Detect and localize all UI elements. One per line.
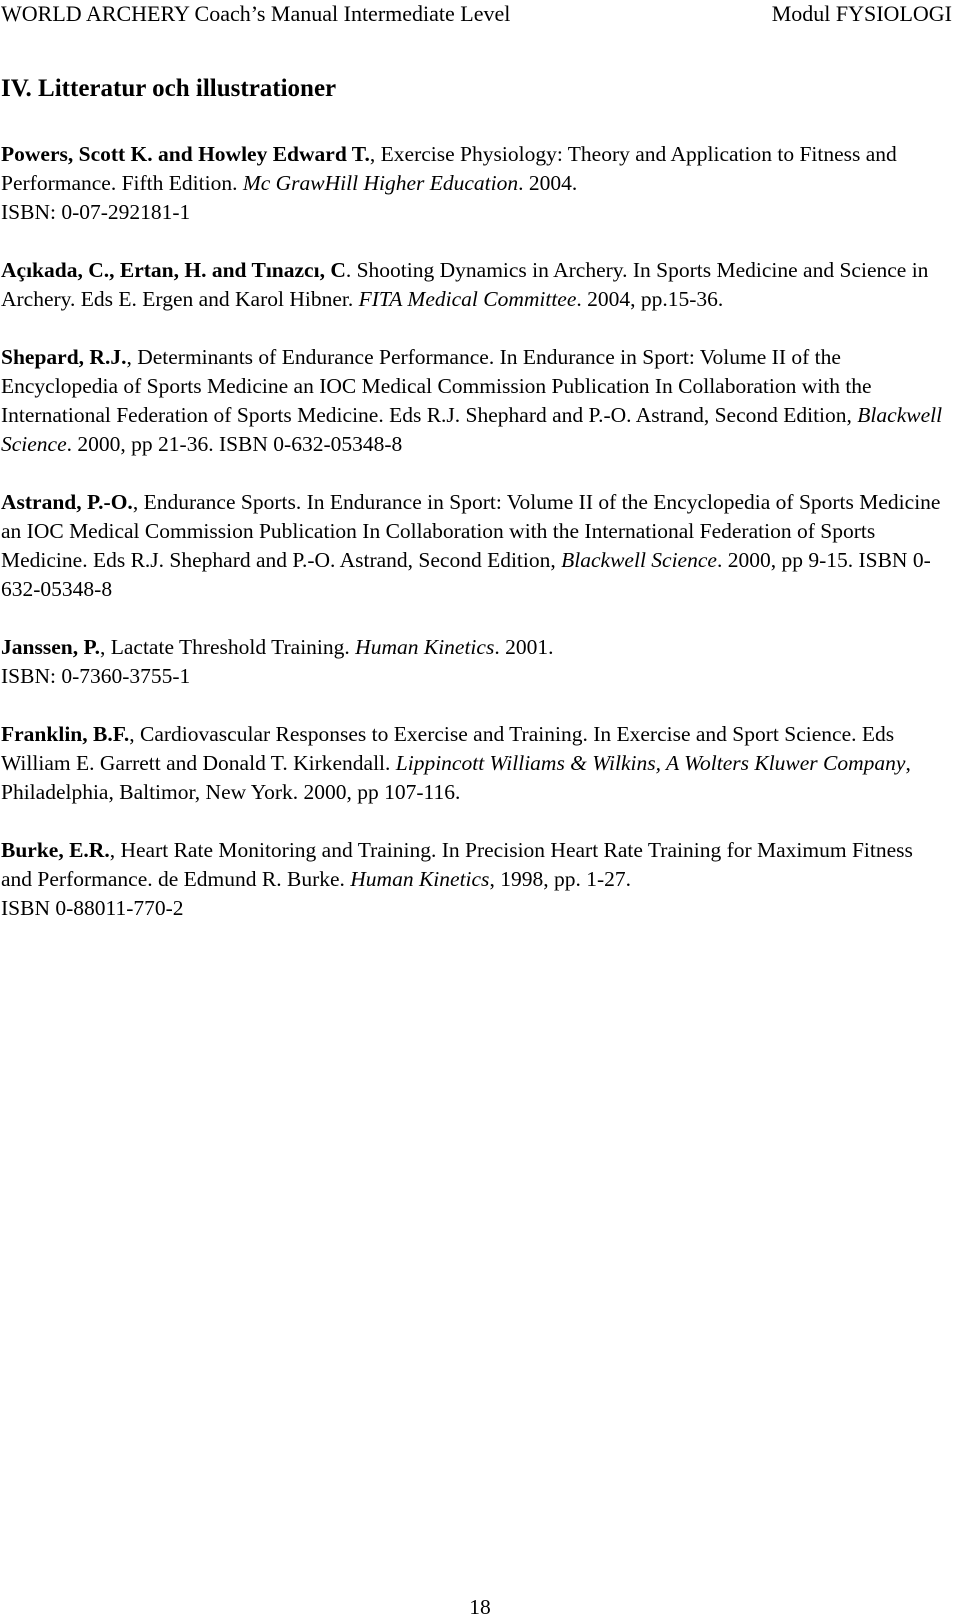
- reference-authors: Janssen, P.: [1, 635, 100, 659]
- reference-text: . 2000, pp 21-36. ISBN 0-632-05348-8: [66, 432, 403, 456]
- reference-item: [1, 720, 949, 807]
- reference-text: , Exercise Physiology: Theory and Application to Fitness and Performance. Fifth Edition.: [1, 142, 897, 195]
- reference-list: [1, 140, 949, 952]
- reference-text: , 1998, pp. 1-27.: [489, 867, 631, 891]
- reference-publisher: Mc GrawHill Higher Education: [242, 171, 519, 195]
- reference-text: . Shooting Dynamics in Archery. In Sports Medicine and Science in Archery. Eds E. Ergen and Karol Hibner.: [1, 258, 929, 311]
- reference-publisher: FITA Medical Committee: [358, 287, 577, 311]
- reference-text: . 2001.: [494, 635, 554, 659]
- reference-text: . 2004, pp.15-36.: [576, 287, 724, 311]
- page-number: 18: [469, 1595, 491, 1619]
- reference-authors: Burke, E.R.: [1, 838, 110, 862]
- reference-isbn: ISBN: 0-7360-3755-1: [1, 664, 191, 688]
- reference-isbn: ISBN: 0-07-292181-1: [1, 200, 191, 224]
- reference-authors: Franklin, B.F.: [1, 722, 130, 746]
- reference-item: [1, 343, 949, 459]
- header-title: WORLD ARCHERY Coach’s Manual Intermediate Level: [1, 1, 511, 26]
- reference-publisher: Blackwell Science: [561, 548, 717, 572]
- reference-text: , Lactate Threshold Training.: [99, 635, 356, 659]
- reference-item: [1, 488, 949, 604]
- reference-text: , Cardiovascular Responses to Exercise and Training. In Exercise and Sport Science. Eds William E. Garrett and Donald T. Kirkendall.: [1, 722, 895, 775]
- section-heading: IV. Litteratur och illustrationer: [1, 75, 337, 102]
- reference-authors: Açıkada, C., Ertan, H. and Tınazcı, C: [1, 258, 346, 282]
- reference-publisher: Human Kinetics: [355, 635, 495, 659]
- reference-isbn: ISBN 0-88011-770-2: [1, 896, 184, 920]
- reference-publisher: Human Kinetics: [350, 867, 490, 891]
- reference-text: , Determinants of Endurance Performance. In Endurance in Sport: Volume II of the Encyclopedia of Sports Medicine an IOC Medical Commission Publication In Collaboration with the International Federation of Sports Medicine. Eds R.J. Shephard and P.-O. Astrand, Second Edition,: [1, 345, 872, 427]
- reference-text: . 2004.: [518, 171, 578, 195]
- header-module: Modul FYSIOLOGI: [771, 1, 952, 26]
- reference-authors: Shepard, R.J.: [1, 345, 127, 369]
- reference-item: [1, 140, 949, 227]
- reference-text: , Philadelphia, Baltimor, New York. 2000, pp 107-116.: [1, 751, 911, 804]
- reference-item: [1, 633, 949, 691]
- reference-item: [1, 256, 949, 314]
- reference-publisher: Blackwell Science: [1, 403, 943, 456]
- reference-item: [1, 836, 949, 923]
- reference-text: , Endurance Sports. In Endurance in Sport: Volume II of the Encyclopedia of Sports Medicine an IOC Medical Commission Publication In Collaboration with the International Federation of Sports Medicine. Eds R.J. Shephard and P.-O. Astrand, Second Edition,: [1, 490, 941, 572]
- reference-publisher: Lippincott Williams & Wilkins, A Wolters Kluwer Company: [395, 751, 906, 775]
- reference-text: . 2000, pp 9-15. ISBN 0-632-05348-8: [1, 548, 931, 601]
- reference-authors: Powers, Scott K. and Howley Edward T.: [1, 142, 370, 166]
- page-header: [0, 0, 952, 28]
- reference-text: , Heart Rate Monitoring and Training. In Precision Heart Rate Training for Maximum Fitness and Performance. de Edmund R. Burke.: [1, 838, 913, 891]
- reference-authors: Astrand, P.-O.: [1, 490, 133, 514]
